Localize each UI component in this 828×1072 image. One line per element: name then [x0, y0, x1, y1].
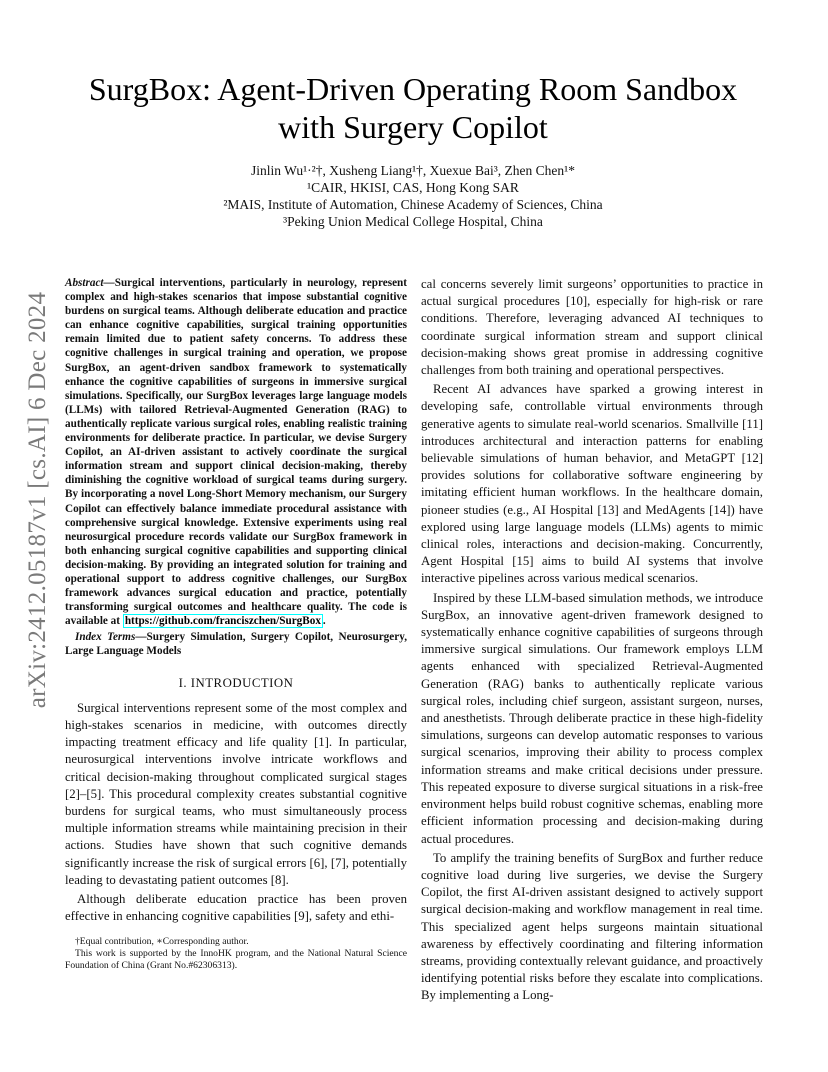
arxiv-identifier-stamp [20, 291, 56, 709]
section-heading-introduction: I. INTRODUCTION [178, 675, 294, 690]
intro-paragraph-3: cal concerns severely limit surgeons’ opportunities to practice in actual surgical procedures [10], especially for high-risk or rare conditions. Therefore, leveraging advanced AI techniques to coordinate surgical information stream and support clinical decision-making shows great promise in addressing cognitive challenges from both training and operational perspectives. [421, 277, 763, 378]
paper-title [60, 70, 766, 146]
index-terms-label: Index Terms [75, 631, 136, 644]
author-block [60, 162, 766, 230]
abstract-end: . [322, 615, 326, 628]
intro-paragraph-2: Although deliberate education practice has been proven effective in enhancing cognitive capabilities [9], safety and ethi- [65, 891, 407, 924]
index-terms [65, 630, 407, 658]
affiliation-3: ³Peking Union Medical College Hospital, China [283, 214, 543, 229]
footnotes [65, 936, 407, 973]
footnote-equal-contribution: †Equal contribution, ∗Corresponding author. [75, 936, 249, 947]
abstract-text: Surgical interventions, particularly in neurology, represent complex and high-stakes scenarios that impose substantial cognitive burdens on surgical teams. Although deliberate education and practice can enhance cognitive capabilities, surgical training opportunities remain limited due to patient safety concerns. To address these cognitive challenges in surgical training and operation, we propose SurgBox, an agent-driven sandbox framework to systematically enhance the cognitive capabilities of surgeons in immersive surgical simulations. Specifically, our SurgBox leverages large language models (LLMs) with tailored Retrieval-Augmented Generation (RAG) to authentically replicate various surgical roles, enabling realistic training environments for deliberate practice. In particular, we devise Surgery Copilot, an AI-driven assistant to actively coordinate the surgical information stream and support clinical decision-making, thereby diminishing the cognitive workload of surgical teams during surgery. By incorporating a novel Long-Short Memory mechanism, our Surgery Copilot can effectively balance immediate procedural assistance with comprehensive surgical knowledge. Extensive experiments using real neurosurgical procedure records validate our SurgBox framework in both enhancing surgical cognitive capabilities and supporting clinical decision-making. By providing an integrated solution for training and operational support to address cognitive challenges, our SurgBox framework advances surgical education and practice, potentially transforming surgical outcomes and healthcare quality. The code is available at [65, 277, 407, 628]
intro-paragraph-5: Inspired by these LLM-based simulation methods, we introduce SurgBox, an innovative agent-driven framework designed to systematically enhance cognitive capabilities of surgeons through immersive surgical simulations. Our framework employs LLM agents enhanced with specialized Retrieval-Augmented Generation (RAG) banks to authentically replicate various surgical roles, including chief surgeon, assistant surgeon, nurses, and anesthetists. Through deliberate practice in these high-fidelity simulations, surgeons can develop automatic responses to various surgical scenarios, improving their ability to process complex information streams and make critical decisions under pressure. This repeated exposure to diverse surgical situations in a risk-free environment helps build robust cognitive schemas, enabling more efficient information processing and decision-making during actual procedures. [421, 590, 763, 846]
code-repository-link[interactable]: https://github.com/franciszchen/SurgBox [124, 615, 321, 628]
arxiv-identifier-text: arXiv:2412.05187v1 [cs.AI] 6 Dec 2024 [24, 291, 51, 709]
author-names: Jinlin Wu¹·²†, Xusheng Liang¹†, Xuexue Bai³, Zhen Chen¹* [251, 163, 575, 178]
abstract-label: Abstract— [65, 277, 115, 289]
affiliation-2: ²MAIS, Institute of Automation, Chinese Academy of Sciences, China [223, 197, 603, 212]
intro-paragraph-1: Surgical interventions represent some of the most complex and high-stakes scenarios in medicine, with outcomes directly impacting treatment efficacy and life quality [1]. In particular, neurosurgical interventions involve intricate workflows and critical decision-making throughout complicated surgical stages [2]–[5]. This procedural complexity creates substantial cognitive burdens for surgical teams, who must simultaneously process multiple information streams while maintaining precision in their actions. Studies have shown that such cognitive demands significantly increase the risk of surgical errors [6], [7], potentially leading to devastating patient outcomes [8]. [65, 700, 407, 887]
paper-title-line-2: with Surgery Copilot [278, 109, 548, 145]
intro-paragraph-4: Recent AI advances have sparked a growing interest in developing safe, controllable virtual environments through generative agents to simulate real-world scenarios. Smallville [11] introduces architectural and interaction patterns for enabling believable simulations of human behavior, and MetaGPT [12] provides solutions for collaborative software engineering by imitating efficient human workflows. In the healthcare domain, pioneer studies (e.g., AI Hospital [13] and MedAgents [14]) have explored using large language models (LLMs) agents to mimic clinical roles, interactions and decision-making. Concurrently, Agent Hospital [15] aims to build AI systems that involve interactive pipelines across various medical scenarios. [421, 382, 763, 586]
affiliation-1: ¹CAIR, HKISI, CAS, Hong Kong SAR [307, 180, 519, 195]
left-column [65, 276, 407, 925]
index-terms-text: —Surgery Simulation, Surgery Copilot, Neurosurgery, Large Language Models [65, 631, 407, 658]
footnote-funding: This work is supported by the InnoHK program, and the National Natural Science Foundation of China (Grant No.#62306313). [65, 948, 407, 972]
intro-paragraph-6: To amplify the training benefits of SurgBox and further reduce cognitive load during live surgeries, we devise the Surgery Copilot, the first AI-driven assistant designed to actively support surgical decision-making and workflow management in real time. This specialized agent helps surgeons maintain situational awareness by effectively coordinating and filtering information streams, providing contextually relevant guidance, and proactively identifying potential risks before they escalate into complications. By implementing a Long- [421, 850, 763, 1003]
right-column [421, 276, 763, 1005]
paper-title-line-1: SurgBox: Agent-Driven Operating Room Sandbox [88, 71, 738, 107]
abstract [65, 276, 407, 628]
